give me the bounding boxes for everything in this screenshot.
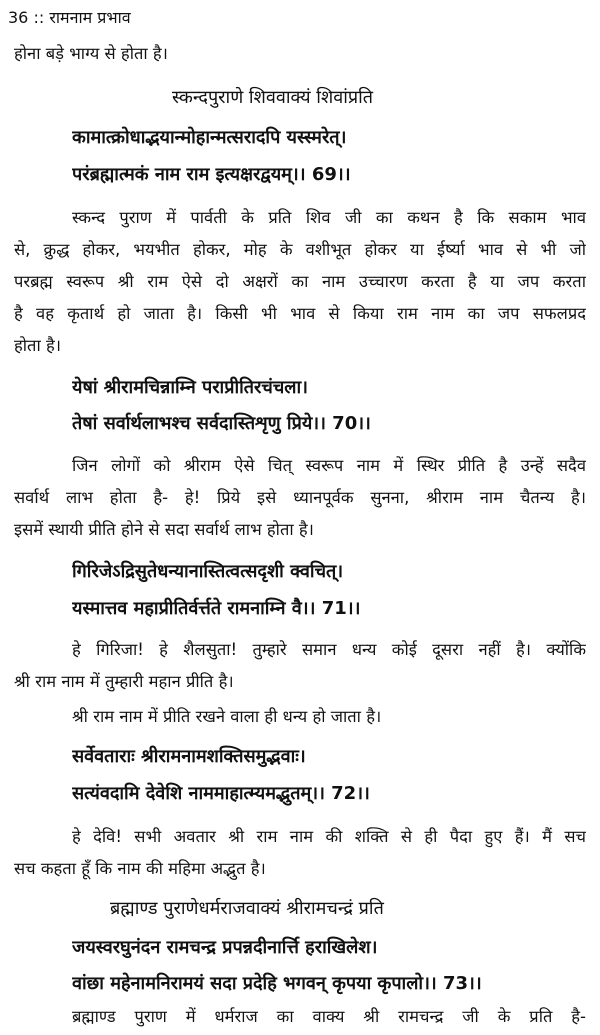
section-heading: स्कन्दपुराणे शिववाक्यं शिवांप्रति bbox=[172, 87, 374, 108]
text-line: है वह कृतार्थ हो जाता है। किसी भी भाव से किया राम नाम का जप सफलप्रद bbox=[14, 304, 586, 323]
text-line: हे देवि! सभी अवतार श्री राम नाम की शक्ति से ही पैदा हुए हैं। मैं सच bbox=[72, 827, 586, 846]
verse-line: कामात्क्रोधाद्भयान्मोहान्मत्सरादपि यस्स्मरेत्। bbox=[72, 127, 347, 148]
verse-line: गिरिजेऽद्रिसुतेधन्यानास्तित्वत्सदृशी क्वचित्। bbox=[72, 561, 344, 582]
header-separator: :: bbox=[33, 8, 45, 27]
text-line: होना बड़े भाग्य से होता है। bbox=[14, 44, 168, 63]
text-line: जिन लोगों को श्रीराम ऐसे चित् स्वरूप नाम में स्थिर प्रीति है उन्हें सदैव bbox=[72, 456, 586, 475]
text-line: परब्रह्म स्वरूप श्री राम ऐसे दो अक्षरों का नाम उच्चारण करता है या जप करता bbox=[14, 272, 586, 291]
page-number: 36 bbox=[8, 8, 29, 27]
verse-line: सर्वेवताराः श्रीरामनामशक्तिसमुद्भवाः। bbox=[72, 746, 306, 767]
text-line: स्कन्द पुराण में पार्वती के प्रति शिव जी का कथन है कि सकाम भाव bbox=[72, 208, 586, 227]
text-line: हे गिरिजा! हे शैलसुता! तुम्हारे समान धन्य कोई दूसरा नहीं है। क्योंकि bbox=[72, 640, 586, 659]
running-header bbox=[8, 6, 208, 30]
verse-line: सत्यंवदामि देवेशि नाममाहात्म्यमद्भुतम्।। 72।। bbox=[72, 783, 370, 804]
verse-line: जयस्वरघुनंदन रामचन्द्र प्रपन्नदीनार्त्ति हराखिलेश। bbox=[72, 937, 378, 958]
section-heading: ब्रह्माण्ड पुराणेधर्मराजवाक्यं श्रीरामचन्द्रं प्रति bbox=[110, 898, 384, 919]
text-line: श्री राम नाम में प्रीति रखने वाला ही धन्य हो जाता है। bbox=[72, 707, 382, 726]
text-line: सच कहता हूँ कि नाम की महिमा अद्भुत है। bbox=[14, 859, 266, 878]
text-line: श्री राम नाम में तुम्हारी महान प्रीति है। bbox=[14, 672, 234, 691]
verse-line: वांछा महेनामनिरामयं सदा प्रदेहि भगवन् कृपया कृपालो।। 73।। bbox=[72, 973, 482, 994]
verse-line: तेषां सर्वार्थलाभश्च सर्वदास्तिशृणु प्रिये।। 70।। bbox=[72, 413, 371, 434]
text-line: सर्वार्थ लाभ होता है- हे! प्रिये इसे ध्यानपूर्वक सुनना, श्रीराम नाम चैतन्य है। bbox=[14, 488, 586, 507]
text-line: होता है। bbox=[14, 336, 61, 355]
verse-line: येषां श्रीरामचिन्नाम्नि पराप्रीतिरचंचला। bbox=[72, 377, 308, 398]
verse-line: यस्मात्तव महाप्रीतिर्वर्त्तते रामनाम्नि वै।। 71।। bbox=[72, 598, 361, 619]
verse-line: परंब्रह्मात्मकं नाम राम इत्यक्षरद्वयम्।। 69।। bbox=[72, 164, 351, 185]
text-line: से, क्रुद्ध होकर, भयभीत होकर, मोह के वशीभूत होकर या ईर्ष्या भाव से भी जो bbox=[14, 240, 586, 259]
running-title: रामनाम प्रभाव bbox=[49, 8, 131, 27]
text-line: इसमें स्थायी प्रीति होने से सदा सर्वार्थ लाभ होता है। bbox=[14, 520, 314, 539]
text-line: ब्रह्माण्ड पुराण में धर्मराज का वाक्य श्री रामचन्द्र जी के प्रति है- bbox=[72, 1007, 586, 1026]
